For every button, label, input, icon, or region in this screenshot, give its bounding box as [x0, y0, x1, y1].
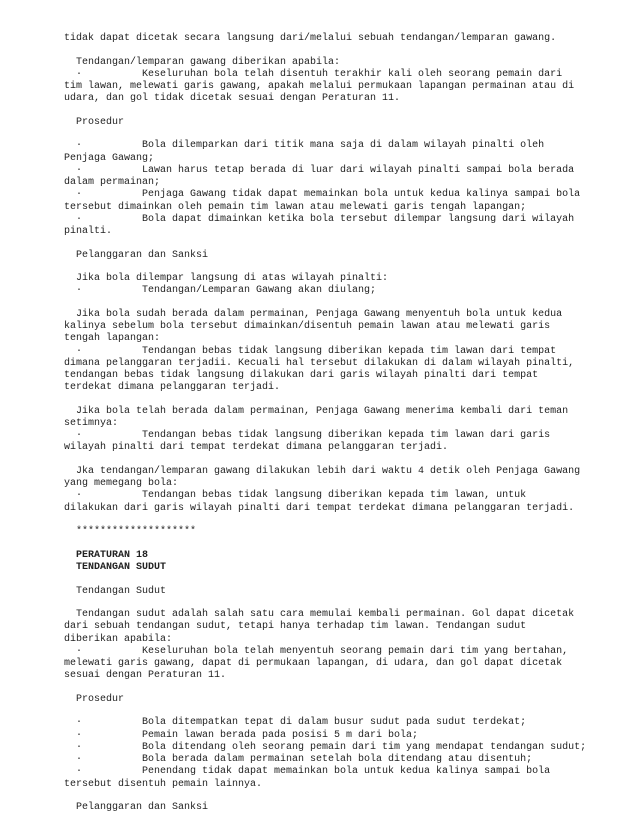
section-heading: Prosedur [64, 116, 125, 128]
text-line: kalinya sebelum bola tersebut dimainkan/disentuh pemain lawan atau melewati garis [64, 321, 551, 332]
list-item: · Bola dapat dimainkan ketika bola tersebut dilempar langsung dari wilayah [64, 213, 575, 225]
rule-title-heading: TENDANGAN SUDUT [64, 562, 167, 573]
text-line: tersebut disentuh pemain lainnya. [64, 778, 263, 790]
list-item: · Tendangan/Lemparan Gawang akan diulang; [64, 285, 377, 297]
text-line: dalam permainan; [64, 177, 161, 188]
separator: ******************** [64, 526, 197, 538]
list-item: · Keseluruhan bola telah disentuh terakhir kali oleh seorang pemain dari [64, 68, 563, 80]
text-line: tidak dapat dicetak secara langsung dari/melalui sebuah tendangan/lemparan gawang. [64, 33, 557, 44]
text-line: wilayah pinalti dari tempat terdekat dimana pelanggaran terjadi. [64, 442, 449, 454]
text-line: setimnya: [64, 418, 119, 429]
text-line: Jika bola sudah berada dalam permainan, Penjaga Gawang menyentuh bola untuk kedua [64, 308, 563, 320]
rule-number-heading: PERATURAN 18 [64, 549, 149, 561]
text-line: Jka tendangan/lemparan gawang dilakukan lebih dari waktu 4 detik oleh Penjaga Gawang [64, 466, 581, 477]
list-item: · Tendangan bebas tidak langsung diberikan kepada tim lawan dari garis [64, 430, 551, 442]
text-line: melewati garis gawang, dapat di permukaan lapangan, di udara, dan gol dapat dicetak [64, 658, 563, 669]
text-line: dilakukan dari garis wilayah pinalti dari tempat terdekat dimana pelanggaran terjadi. [64, 502, 575, 514]
text-line: udara, dan gol tidak dicetak sesuai dengan Peraturan 11. [64, 93, 401, 105]
text-line: Tendangan sudut adalah salah satu cara memulai kembali permainan. Gol dapat dicetak [64, 609, 575, 620]
text-line: dimana pelanggaran terjadii. Kecuali hal tersebut dilakukan di dalam wilayah pinalti, [64, 357, 575, 369]
list-item: · Bola ditempatkan tepat di dalam busur sudut pada sudut terdekat; [64, 717, 527, 729]
text-line: tendangan bebas tidak langsung dilakukan dari garis wilayah pinalti dari tempat [64, 370, 539, 381]
list-item: · Tendangan bebas tidak langsung diberikan kepada tim lawan, untuk [64, 490, 527, 502]
text-line: terdekat dimana pelanggaran terjadi. [64, 382, 281, 394]
text-line: yang memegang bola: [64, 478, 179, 490]
list-item: · Penendang tidak dapat memainkan bola untuk kedua kalinya sampai bola [64, 766, 551, 778]
text-line: Tendangan/lemparan gawang diberikan apabila: [64, 56, 341, 68]
list-item: · Bola ditendang oleh seorang pemain dari tim yang mendapat tendangan sudut; [64, 741, 587, 753]
text-line: tengah lapangan: [64, 333, 161, 345]
section-heading: Tendangan Sudut [64, 585, 167, 597]
list-item: · Penjaga Gawang tidak dapat memainkan bola untuk kedua kalinya sampai bola [64, 189, 581, 201]
list-item: · Tendangan bebas tidak langsung diberikan kepada tim lawan dari tempat [64, 345, 557, 357]
text-line: tersebut dimainkan oleh pemain tim lawan atau melewati garis tengah lapangan; [64, 201, 527, 213]
text-line: Jika bola dilempar langsung di atas wilayah pinalti: [64, 273, 389, 284]
list-item: · Bola berada dalam permainan setelah bola ditendang atau disentuh; [64, 754, 533, 765]
text-line: pinalti. [64, 226, 113, 237]
text-line: Penjaga Gawang; [64, 152, 155, 164]
text-line: tim lawan, melewati garis gawang, apakah melalui permukaan lapangan permainan atau di [64, 81, 575, 92]
list-item: · Keseluruhan bola telah menyentuh seorang pemain dari tim yang bertahan, [64, 645, 569, 657]
section-heading: Pelanggaran dan Sanksi [64, 249, 209, 261]
text-line: Jika bola telah berada dalam permainan, Penjaga Gawang menerima kembali dari teman [64, 405, 569, 417]
section-heading: Prosedur [64, 693, 125, 705]
list-item: · Pemain lawan berada pada posisi 5 m dari bola; [64, 729, 419, 741]
text-line: diberikan apabila: [64, 633, 173, 645]
list-item: · Bola dilemparkan dari titik mana saja di dalam wilayah pinalti oleh [64, 140, 545, 152]
text-line: dari sebuah tendangan sudut, tetapi hanya terhadap tim lawan. Tendangan sudut [64, 621, 527, 633]
section-heading: Pelanggaran dan Sanksi [64, 802, 209, 813]
text-line: sesuai dengan Peraturan 11. [64, 670, 227, 682]
list-item: · Lawan harus tetap berada di luar dari wilayah pinalti sampai bola berada [64, 164, 575, 176]
